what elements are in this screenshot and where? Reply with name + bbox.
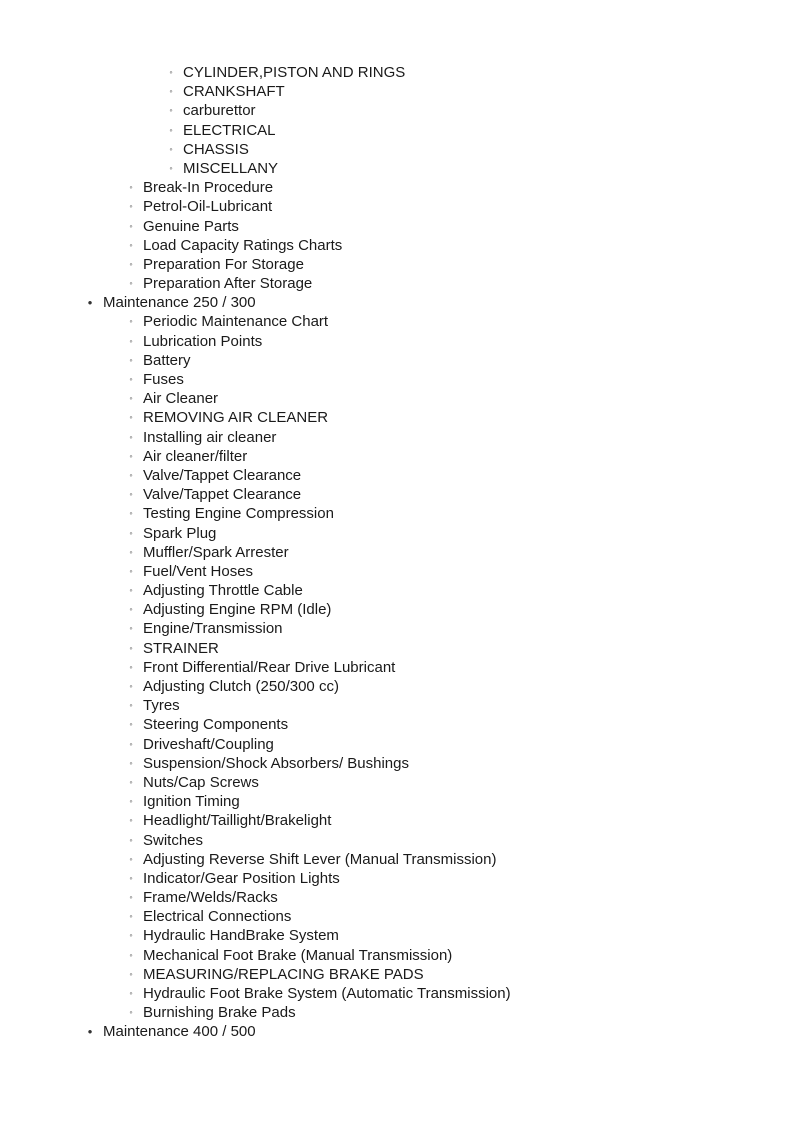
list-item[interactable] [0, 735, 794, 754]
list-item-label: Burnishing Brake Pads [143, 1004, 296, 1022]
hollow-bullet-icon: ◦ [129, 700, 133, 711]
list-item-label: Indicator/Gear Position Lights [143, 869, 340, 887]
hollow-bullet-icon: ◦ [169, 67, 173, 77]
list-item[interactable] [0, 217, 794, 236]
list-item[interactable] [0, 197, 794, 216]
list-item[interactable] [0, 581, 794, 600]
list-item-label: Valve/Tappet Clearance [143, 486, 302, 504]
section-heading-maintenance-250-300[interactable] [0, 293, 794, 312]
hollow-bullet-icon: ◦ [129, 834, 133, 845]
list-item-label: Genuine Parts [143, 217, 239, 235]
list-item-label: Switches [143, 831, 204, 849]
list-item-label: Adjusting Engine RPM (Idle) [143, 601, 332, 619]
list-item-label: Driveshaft/Coupling [143, 735, 274, 753]
hollow-bullet-icon: ◦ [129, 719, 133, 730]
hollow-bullet-icon: ◦ [169, 105, 173, 116]
hollow-bullet-icon: ◦ [129, 585, 133, 596]
list-item-label: MEASURING/REPLACING BRAKE PADS [143, 965, 424, 983]
filled-bullet-icon: • [87, 1024, 93, 1040]
list-item-label: STRAINER [143, 639, 219, 657]
list-item-label: Petrol-Oil-Lubricant [143, 198, 273, 216]
hollow-bullet-icon: ◦ [129, 892, 133, 903]
filled-bullet-icon: • [87, 295, 93, 311]
list-item-label: Preparation For Storage [143, 255, 304, 273]
list-item-label: Electrical Connections [143, 908, 292, 926]
hollow-bullet-icon: ◦ [129, 661, 133, 672]
list-item[interactable] [0, 178, 794, 197]
hollow-bullet-icon: ◦ [169, 143, 173, 154]
list-item-label: Battery [143, 351, 191, 369]
hollow-bullet-icon: ◦ [129, 393, 133, 404]
list-item-label: Suspension/Shock Absorbers/ Bushings [143, 754, 409, 772]
list-item-label: Headlight/Taillight/Brakelight [143, 812, 332, 830]
list-item[interactable] [0, 466, 794, 485]
hollow-bullet-icon: ◦ [169, 124, 173, 135]
list-item-label: Nuts/Cap Screws [143, 773, 259, 791]
list-item[interactable] [0, 312, 794, 331]
list-item[interactable] [0, 524, 794, 543]
list-item[interactable] [0, 140, 794, 159]
list-item[interactable] [0, 696, 794, 715]
list-item[interactable] [0, 965, 794, 984]
list-item[interactable] [0, 562, 794, 581]
list-item-label: CHASSIS [183, 140, 249, 158]
list-item[interactable] [0, 619, 794, 638]
list-item[interactable] [0, 946, 794, 965]
hollow-bullet-icon: ◦ [129, 815, 133, 826]
hollow-bullet-icon: ◦ [129, 278, 133, 289]
list-item-label: Steering Components [143, 716, 289, 734]
list-item[interactable] [0, 82, 794, 101]
hollow-bullet-icon: ◦ [129, 431, 133, 442]
list-item-label: Break-In Procedure [143, 179, 274, 197]
list-item[interactable] [0, 159, 794, 178]
list-item-label: Front Differential/Rear Drive Lubricant [143, 658, 396, 676]
hollow-bullet-icon: ◦ [129, 374, 133, 384]
list-item-label: CRANKSHAFT [183, 83, 285, 101]
list-item-label: Muffler/Spark Arrester [143, 543, 289, 561]
hollow-bullet-icon: ◦ [129, 201, 133, 212]
list-item[interactable] [0, 984, 794, 1003]
list-item[interactable] [0, 447, 794, 466]
list-item-label: REMOVING AIR CLEANER [143, 409, 329, 427]
list-item-label: Valve/Tappet Clearance [143, 466, 302, 484]
list-item[interactable] [0, 888, 794, 907]
hollow-bullet-icon: ◦ [129, 623, 133, 634]
list-item[interactable] [0, 754, 794, 773]
list-item-label: Fuel/Vent Hoses [143, 562, 254, 580]
list-item[interactable] [0, 926, 794, 945]
hollow-bullet-icon: ◦ [129, 642, 133, 653]
list-item-label: carburettor [183, 102, 256, 120]
list-item[interactable] [0, 101, 794, 120]
list-item-label: Hydraulic HandBrake System [143, 927, 339, 945]
hollow-bullet-icon: ◦ [129, 354, 133, 365]
hollow-bullet-icon: ◦ [129, 565, 133, 576]
list-item-label: Air Cleaner [143, 390, 219, 408]
list-item[interactable] [0, 869, 794, 888]
list-item[interactable] [0, 370, 794, 389]
list-item[interactable] [0, 658, 794, 677]
list-item[interactable] [0, 236, 794, 255]
hollow-bullet-icon: ◦ [129, 450, 133, 461]
hollow-bullet-icon: ◦ [129, 757, 133, 768]
list-item[interactable] [0, 428, 794, 447]
section-heading-maintenance-400-500[interactable] [0, 1022, 794, 1041]
list-item-label: Adjusting Clutch (250/300 cc) [143, 678, 339, 695]
list-item-label: CYLINDER,PISTON AND RINGS [183, 64, 406, 81]
list-item-label: Fuses [143, 371, 184, 388]
hollow-bullet-icon: ◦ [129, 508, 133, 519]
table-of-contents [0, 63, 794, 1042]
hollow-bullet-icon: ◦ [129, 412, 133, 423]
hollow-bullet-icon: ◦ [129, 681, 133, 691]
hollow-bullet-icon: ◦ [129, 182, 133, 193]
hollow-bullet-icon: ◦ [129, 469, 133, 480]
list-item[interactable] [0, 639, 794, 658]
list-item-label: Frame/Welds/Racks [143, 889, 278, 907]
list-item[interactable] [0, 274, 794, 293]
hollow-bullet-icon: ◦ [129, 335, 133, 346]
list-item[interactable] [0, 907, 794, 926]
list-item[interactable] [0, 389, 794, 408]
hollow-bullet-icon: ◦ [129, 220, 133, 231]
hollow-bullet-icon: ◦ [129, 604, 133, 615]
list-item[interactable] [0, 600, 794, 619]
hollow-bullet-icon: ◦ [129, 930, 133, 941]
list-item[interactable] [0, 121, 794, 140]
hollow-bullet-icon: ◦ [129, 949, 133, 960]
list-item-label: Lubrication Points [143, 332, 263, 350]
list-item-label: Adjusting Throttle Cable [143, 582, 303, 600]
hollow-bullet-icon: ◦ [129, 316, 133, 327]
list-item[interactable] [0, 831, 794, 850]
list-item[interactable] [0, 677, 794, 696]
list-item[interactable] [0, 351, 794, 370]
hollow-bullet-icon: ◦ [129, 796, 133, 807]
list-item-label: Preparation After Storage [143, 275, 313, 293]
list-item[interactable] [0, 504, 794, 523]
list-item-label: Installing air cleaner [143, 428, 277, 446]
list-item[interactable] [0, 1003, 794, 1022]
hollow-bullet-icon: ◦ [129, 776, 133, 787]
hollow-bullet-icon: ◦ [129, 853, 133, 864]
list-item-label: Engine/Transmission [143, 620, 283, 638]
list-item-label: Periodic Maintenance Chart [143, 313, 329, 331]
list-item-label: MISCELLANY [183, 159, 279, 177]
section-label: Maintenance 400 / 500 [103, 1023, 256, 1041]
list-item-label: Load Capacity Ratings Charts [143, 236, 343, 254]
list-item[interactable] [0, 543, 794, 562]
list-item-label: Tyres [143, 697, 180, 715]
list-item-label: Ignition Timing [143, 793, 240, 811]
section-label: Maintenance 250 / 300 [103, 294, 256, 312]
list-item-label: Testing Engine Compression [143, 505, 334, 523]
list-item[interactable] [0, 485, 794, 504]
hollow-bullet-icon: ◦ [129, 872, 133, 883]
list-item[interactable] [0, 715, 794, 734]
hollow-bullet-icon: ◦ [129, 546, 133, 557]
hollow-bullet-icon: ◦ [129, 258, 133, 269]
hollow-bullet-icon: ◦ [129, 968, 133, 979]
list-item[interactable] [0, 850, 794, 869]
list-item-label: Hydraulic Foot Brake System (Automatic Transmission) [143, 985, 511, 1002]
list-item-label: Mechanical Foot Brake (Manual Transmission) [143, 946, 453, 964]
list-item[interactable] [0, 792, 794, 811]
hollow-bullet-icon: ◦ [169, 162, 173, 173]
hollow-bullet-icon: ◦ [129, 988, 133, 998]
hollow-bullet-icon: ◦ [129, 239, 133, 250]
list-item[interactable] [0, 255, 794, 274]
list-item[interactable] [0, 408, 794, 427]
hollow-bullet-icon: ◦ [129, 1007, 133, 1018]
list-item[interactable] [0, 773, 794, 792]
list-item-label: Spark Plug [143, 524, 217, 542]
list-item-label: Adjusting Reverse Shift Lever (Manual Transmission) [143, 850, 497, 868]
list-item-label: ELECTRICAL [183, 121, 276, 139]
list-item-label: Air cleaner/filter [143, 447, 248, 465]
hollow-bullet-icon: ◦ [129, 738, 133, 749]
hollow-bullet-icon: ◦ [169, 86, 173, 97]
list-item[interactable] [0, 63, 794, 82]
hollow-bullet-icon: ◦ [129, 527, 133, 538]
list-item[interactable] [0, 332, 794, 351]
hollow-bullet-icon: ◦ [129, 911, 133, 922]
list-item[interactable] [0, 811, 794, 830]
hollow-bullet-icon: ◦ [129, 489, 133, 500]
